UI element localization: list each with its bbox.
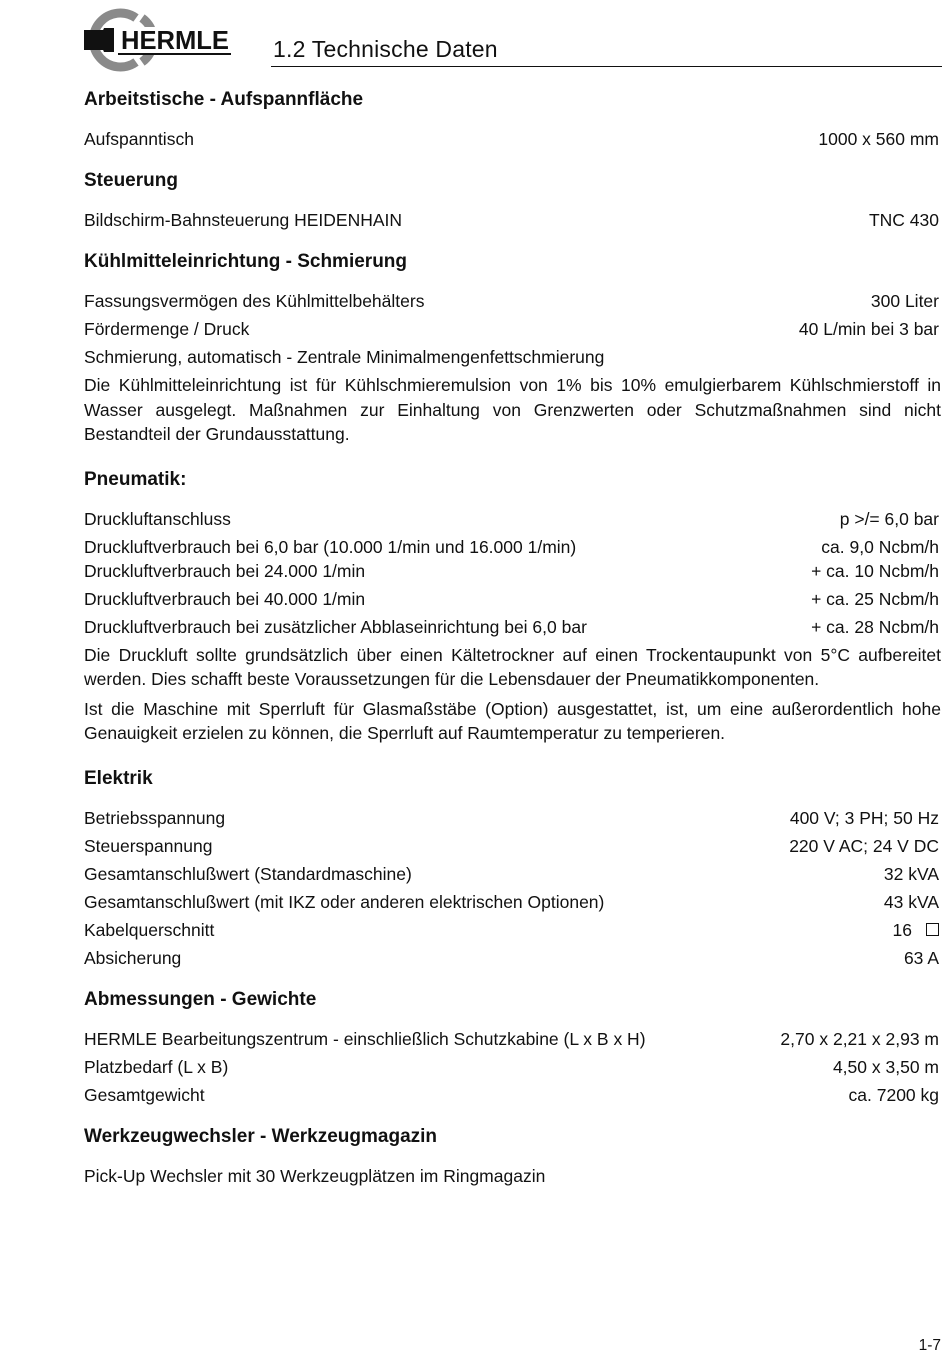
spec-label: Druckluftverbrauch bei 24.000 1/min [84, 560, 366, 581]
spec-value: 63 A [903, 947, 939, 968]
spec-row [84, 946, 941, 970]
spec-row [84, 289, 941, 313]
spec-row [84, 806, 941, 830]
spec-content [84, 88, 941, 1192]
spec-value: 43 kVA [883, 891, 939, 912]
spec-label: Aufspanntisch [84, 129, 194, 149]
logo-text: HERMLE [121, 25, 229, 55]
spec-value-with-symbol [893, 918, 941, 942]
spec-row [84, 559, 941, 583]
spec-value: + ca. 28 Ncbm/h [811, 616, 939, 637]
note-paragraph: Die Druckluft sollte grundsätzlich über einen Kältetrockner auf einen Trockentaupunkt von 5°C aufbereitet werden. Dies schafft beste Voraussetzungen für die Lebensdauer der Pneumatikkomponenten. [84, 644, 941, 689]
spec-row [84, 1027, 941, 1051]
section-heading: Pneumatik: [84, 468, 187, 490]
spec-label: Druckluftverbrauch bei 6,0 bar (10.000 1/min und 16.000 1/min) [84, 536, 577, 557]
section-kuehlmittel [84, 250, 941, 447]
section-heading: Abmessungen - Gewichte [84, 988, 317, 1010]
section-werkzeug [84, 1125, 941, 1188]
spec-row [84, 208, 941, 232]
section-steuerung [84, 169, 941, 232]
header-rule [271, 66, 942, 67]
spec-label: Gesamtanschlußwert (mit IKZ oder anderen elektrischen Optionen) [84, 891, 605, 912]
spec-value: TNC 430 [868, 210, 939, 230]
spec-label: Schmierung, automatisch - Zentrale Minimalmengenfettschmierung [84, 347, 605, 367]
section-heading: Kühlmitteleinrichtung - Schmierung [84, 251, 408, 272]
hermle-logo [84, 8, 234, 72]
spec-row [84, 890, 941, 914]
spec-row [84, 127, 941, 151]
spec-value: 4,50 x 3,50 m [832, 1056, 939, 1077]
spec-value: 16 [892, 919, 912, 940]
spec-label: Fördermenge / Druck [84, 319, 250, 339]
spec-value: 40 L/min bei 3 bar [798, 319, 939, 339]
spec-row [84, 862, 941, 886]
spec-value: 32 kVA [883, 863, 939, 884]
section-heading: Arbeitstische - Aufspannfläche [84, 89, 364, 110]
spec-row [84, 507, 941, 531]
spec-row [84, 1055, 941, 1079]
section-heading: Elektrik [84, 767, 153, 789]
spec-label: Pick-Up Wechsler mit 30 Werkzeugplätzen im Ringmagazin [84, 1165, 546, 1186]
square-symbol-icon [926, 923, 939, 936]
spec-row [84, 1164, 941, 1188]
spec-value: + ca. 25 Ncbm/h [811, 588, 939, 609]
page-number: 1-7 [918, 1337, 941, 1354]
spec-row [84, 587, 941, 611]
spec-row [84, 345, 941, 369]
spec-label: Kabelquerschnitt [84, 919, 215, 940]
section-pneumatik [84, 468, 941, 746]
spec-label: Bildschirm-Bahnsteuerung HEIDENHAIN [84, 210, 403, 230]
spec-label: Absicherung [84, 947, 182, 968]
spec-value: ca. 9,0 Ncbm/h [821, 536, 939, 557]
spec-row [84, 1083, 941, 1107]
spec-label: Gesamtanschlußwert (Standardmaschine) [84, 863, 412, 884]
spec-value: p >/= 6,0 bar [839, 508, 939, 529]
spec-value: + ca. 10 Ncbm/h [811, 560, 939, 581]
section-arbeitstische [84, 88, 941, 151]
spec-row [84, 535, 941, 559]
spec-label: Druckluftverbrauch bei 40.000 1/min [84, 588, 366, 609]
spec-value: 2,70 x 2,21 x 2,93 m [780, 1028, 939, 1049]
spec-label: Gesamtgewicht [84, 1084, 205, 1105]
spec-label: Steuerspannung [84, 835, 213, 856]
spec-label: Druckluftanschluss [84, 508, 231, 529]
spec-row [84, 834, 941, 858]
spec-row [84, 317, 941, 341]
section-abmessungen [84, 988, 941, 1107]
spec-row [84, 918, 941, 942]
spec-label: Fassungsvermögen des Kühlmittelbehälters [84, 291, 425, 311]
spec-value: 400 V; 3 PH; 50 Hz [789, 807, 939, 828]
section-heading: Werkzeugwechsler - Werkzeugmagazin [84, 1125, 438, 1147]
spec-label: Platzbedarf (L x B) [84, 1056, 229, 1077]
spec-label: Druckluftverbrauch bei zusätzlicher Abblaseinrichtung bei 6,0 bar [84, 616, 587, 637]
spec-value: 300 Liter [870, 291, 939, 311]
note-paragraph: Ist die Maschine mit Sperrluft für Glasmaßstäbe (Option) ausgestattet, ist, um eine außerordentlich hohe Genauigkeit erzielen zu können, die Sperrluft auf Raumtemperatur zu temperieren. [84, 698, 941, 743]
page-title: 1.2 Technische Daten [273, 36, 498, 62]
spec-label: Betriebsspannung [84, 807, 226, 828]
spec-value: 1000 x 560 mm [818, 129, 939, 149]
note-paragraph: Die Kühlmitteleinrichtung ist für Kühlschmieremulsion von 1% bis 10% emulgierbarem Kühlschmierstoff in Wasser ausgelegt. Maßnahmen zur Einhaltung von Grenzwerten oder Schutzmaßnahmen sind nicht Bestandteil der Grundausstattung. [84, 375, 941, 444]
spec-value: ca. 7200 kg [848, 1084, 939, 1105]
spec-row [84, 615, 941, 639]
spec-value: 220 V AC; 24 V DC [789, 835, 939, 856]
section-heading: Steuerung [84, 170, 178, 191]
section-elektrik [84, 767, 941, 970]
spec-label: HERMLE Bearbeitungszentrum - einschließlich Schutzkabine (L x B x H) [84, 1028, 646, 1049]
